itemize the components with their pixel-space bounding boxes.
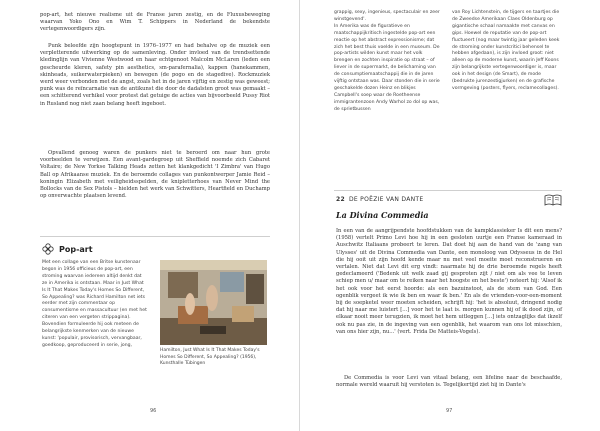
- page-number-right: 97: [446, 408, 453, 414]
- book-icon: [544, 193, 562, 207]
- dante-paragraph-2: De Commedia is voor Levi van vitaal belang, een lifeline naar de beschaafde, normale wereld waaruit hij verstoten is. Tegelijkertijd ziet hij in Dante's: [336, 375, 562, 389]
- section-title: Pop-art: [59, 244, 93, 254]
- section-heading: La Divina Commedia: [336, 210, 429, 220]
- section-label: [336, 196, 423, 203]
- dante-paragraph-1: In een van de aangrijpendste hoofdstukken van de kampklassieker Is dit een mens? (1958) vertelt Primo Levi hoe hij in een gesloten uurtje een Franse kameraad in Auschwitz Italiaans probeert te leren. Dat doet hij aan de hand van de 'zang van Ulysses' uit de Divina Commedia van Dante, een monoloog van Odysseus in de Hel die hij ooit uit zijn hoofd kende maar nu met veel moeite moet reconstrueren en vertalen. Niet dat Levi dit erg vindt: naarmate hij de drie beroemde regels heeft gedeclameerd ('Bedenk uit welk zaad gij gesproten zijt / niet om als vee te leven schiep men u/ maar om te reiken naar het hoogste en het beste') noteert hij: 'Alsof ik het ook voor het eerst hoorde: als een bazuinstoot, als de stem van God. Een ogenblik vergeet ik wie ik ben en waar ik ben.' En als de vrienden-voor-een-moment bij de soepketel weer moeten scheiden, schrijft hij: 'het is absoluut, dringend nodig dat hij naar me luistert [...] voor het te laat is. morgen kunnen hij of ik dood zijn, of elkaar nooit meer terugzien, ik moet het hem uitleggen [...] iets ontzaglijks dat ikzelf ook nu pas zie, in de ingeving van een ogenblik, het waarom van ons lot misschien, van ons hier zijn, nu...' (vert. Frida De Matteis-Vogels).: [336, 228, 562, 335]
- right-page: [300, 0, 600, 431]
- punk-paragraph: Punk beleefde zijn hoogtepunt in 1976–1977 en had behalve op de muziek een verpletterende uitwerking op de samenleving. Onder invloed van de trendsettende kledinglijn van Vivienne Westwood en haar echtgenoot Malcolm McLaren (leden een gescheurde kleren, safety pin aesthetics, sm-parafernalia), kappen (hanekammen, skinheads, suikerwaterpieken) en bewegen (de pogo en de stagedive). Rockmuziek werd weer verbonden met de angst, zoals het in de jaren vijftig en zestig was geweest; punk was de reïncarnatie van de antikunst die door de dadaïsten groot was gemaakt – een schitterend verhikel voor protest dat getuige de acties van bijvoorbeeld Pussy Riot in Rusland nog niet zaan belang heeft ingeboet.: [40, 43, 270, 107]
- hamilton-collage-image: [160, 260, 267, 345]
- flower-icon: [42, 243, 54, 255]
- popart-section-header: [42, 243, 93, 255]
- image-caption: Hamilton, Just What Is It That Makes Today's Homes So Different, So Appealing? (1956), Kunsthalle Tübingen: [160, 348, 260, 367]
- popart-continued-right: van Roy Lichtenstein, de tijgers en taartjes die de Zweedse Amerikaan Claes Oldenburg op gigantische schaal namaakte met canvas en gips. Hoewel de reputatie van de pop-art fluctueert (nog maar twintig jaar geleden keek de stroming onder kunstcritici behensel te hebben afgedaan), is zijn invloed groot: niet alleen op de moderne kunst, waarin Jeff Koons zijn belangrijkste vertegenwoordiger is, maar ook in het design (de Smart), de mode (bedrukte jurenzestigjurken) en de grafische vormgeving (posters, flyers, reclamecollages).: [452, 10, 560, 91]
- section-divider: [40, 236, 270, 237]
- collage-artwork: [160, 260, 267, 345]
- section-divider-right: [334, 190, 562, 191]
- punkers-paragraph: Opvallend genoeg waren de punkers niet te beroerd om naar hun grote voorbeelden te verwijzen. Een avant-gardegroep uit Sheffield noemde zich Cabaret Voltaire; de New Yorkse Talking Heads zetten het klankgedicht 'I Zimbra' van Hugo Ball op Afrikaanse muziek. En de beroemde collages van punkontwerper Jamie Reid – koningin Elizabeth met veiligheidsspelden, de knipletterhoes van Never Mind the Bollocks van de Sex Pistols – hielden het werk van Schwitters, Heartfield en Duchamp op onverwachte plaatsen levend.: [40, 150, 270, 200]
- page-number-left: 96: [150, 408, 157, 414]
- section-name: DE POËZIE VAN DANTE: [348, 196, 424, 203]
- intro-paragraph: pop-art, het nieuwe realisme uit de Franse jaren zestig, en de Fluxusbeweging waarvan Yoko Ono en Wim T. Schippers in Nederland de bekendste vertegenwoordigers zijn.: [40, 12, 270, 33]
- section-number: 22: [336, 196, 345, 203]
- popart-text: Met een collage van een Britse kunstenaar begon in 1956 officieus de pop-art, een stroming waarvan iedereen altijd denkt dat ze in Amerika is ontstaan. Maar in Just What Is It That Makes Today's Homes So Different, So Appealing? was Richard Hamilton net iets eerder met zijn commentaar op consumentisme en massacultuur (en met het citeren van een vergeten strippagina). Bovendien formuleerde hij ook meteen de belangrijkste kenmerken van de nieuwe kunst: 'populair, provisorisch, vervangbaar, goedkoop, geproduceerd in serie, jong,: [42, 260, 147, 348]
- popart-continued-left: grappig, sexy, ingenieus, spectaculair en zeer winstgevend'. In Amerika was de figuratieve en maatschappijkritisch ingestelde pop-art een reactie op het abstract expressionisme; dat zich het best thuis voelde in een museum. De pop-artists wilden kunst maar het volk brengen en zochten inspiratie op straat – of liever in de supermarkt, de belichaming van de consumptiemaatschappij die in de jaren vijftig ontstaan was. Daar stonden die in serie geschakelde dozen Heinz en blikjes Campbell's soep waar de Roetheense immigrantenzoon Andy Warhol zo dol op was, de sprietbussen: [334, 10, 440, 112]
